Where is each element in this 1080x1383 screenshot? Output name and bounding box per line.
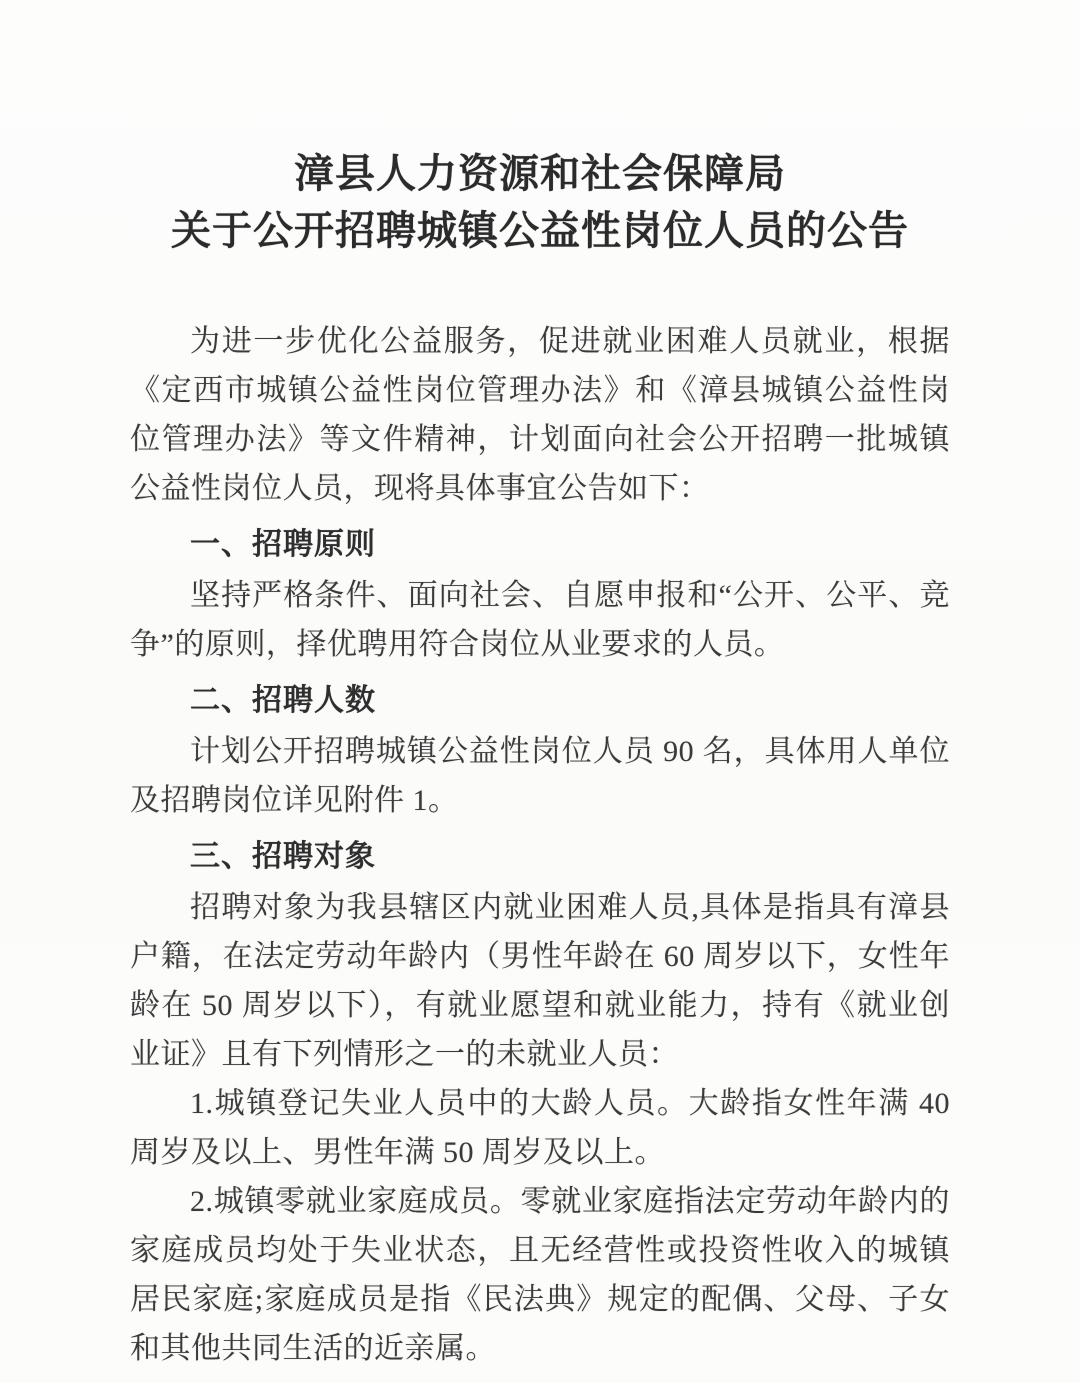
section-heading: 二、招聘人数: [190, 684, 376, 717]
paragraph: 计划公开招聘城镇公益性岗位人员 90 名，具体用人单位及招聘岗位详见附件 1。: [130, 735, 950, 817]
section-heading: 三、招聘对象: [190, 840, 376, 873]
document-title-line2: 关于公开招聘城镇公益性岗位人员的公告: [171, 208, 909, 253]
paragraph: 1.城镇登记失业人员中的大龄人员。大龄指女性年满 40 周岁及以上、男性年满 50 周岁及以上。: [130, 1087, 950, 1169]
paragraph: 为进一步优化公益服务，促进就业困难人员就业，根据《定西市城镇公益性岗位管理办法》和《漳县城镇公益性岗位管理办法》等文件精神，计划面向社会公开招聘一批城镇公益性岗位人员，现将具体事宜公告如下：: [130, 325, 950, 505]
document-body: [130, 317, 950, 1373]
paragraph: 招聘对象为我县辖区内就业困难人员,具体是指具有漳县户籍，在法定劳动年龄内（男性年龄在 60 周岁以下，女性年龄在 50 周岁以下），有就业愿望和就业能力，持有《就业创业证》且有下列情形之一的未就业人员：: [130, 891, 950, 1071]
document-title: [130, 145, 950, 259]
announcement-document: [130, 0, 950, 1373]
document-title-line1: 漳县人力资源和社会保障局: [294, 151, 786, 196]
section-heading: 一、招聘原则: [190, 528, 376, 561]
paragraph: 坚持严格条件、面向社会、自愿申报和“公开、公平、竞争”的原则，择优聘用符合岗位从业要求的人员。: [130, 579, 950, 661]
paragraph: 2.城镇零就业家庭成员。零就业家庭指法定劳动年龄内的家庭成员均处于失业状态，且无经营性或投资性收入的城镇居民家庭;家庭成员是指《民法典》规定的配偶、父母、子女和其他共同生活的近亲属。: [130, 1185, 950, 1365]
